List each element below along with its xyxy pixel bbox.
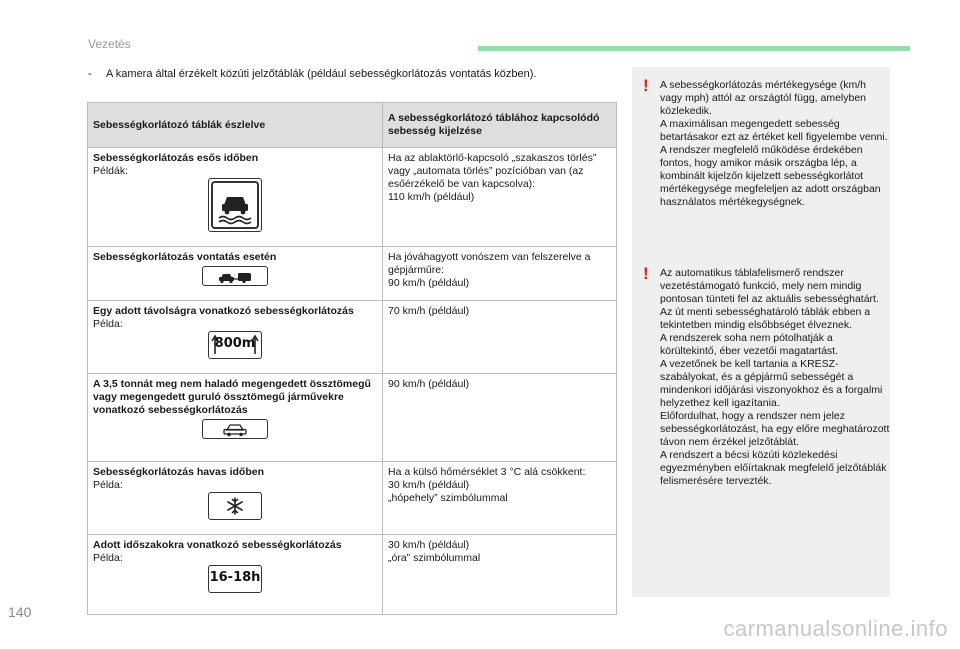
speed-sign-table [87, 102, 617, 615]
row-sub: Példák: [93, 165, 129, 177]
row-title: Sebességkorlátozás vontatás esetén [93, 251, 277, 263]
intro-text [88, 67, 608, 81]
speed-display-cell: Ha a külső hőmérséklet 3 °C alá csökkent: 30 km/h (például) „hópehely” szimbólummal [383, 462, 617, 535]
table-row [88, 301, 617, 374]
page-number: 140 [8, 604, 32, 620]
row-sub: Példa: [93, 318, 123, 330]
warning-icon: ! [643, 264, 649, 283]
warning-icon: ! [643, 76, 649, 95]
row-sub: Példa: [93, 552, 123, 564]
row-sub: Példa: [93, 479, 123, 491]
speed-display-cell: Ha az ablaktörlő-kapcsoló „szakaszos törlés” vagy „automata törlés” pozícióban van (az esőérzékelő be van kapcsolva): 110 km/h (például) [383, 148, 617, 247]
speed-display-cell: 30 km/h (például) „óra” szimbólummal [383, 535, 617, 615]
table-header-display: A sebességkorlátozó táblához kapcsolódó sebesség kijelzése [383, 103, 617, 148]
sign-cell [88, 535, 383, 615]
distance-sign-icon [208, 331, 262, 359]
car-sign-icon [202, 419, 268, 439]
table-row [88, 247, 617, 301]
note-text: Az automatikus táblafelismerő rendszer vezetéstámogató funkció, mely nem mindig pontosan tünteti fel az aktuális sebességhatárt. Az út menti sebességhatároló táblák ebben a tekintetben mindig elsőbbséget élveznek. A rendszerek soha nem pótolhatják a körültekintő, éber vezetői magatartást. A vezetőnek be kell tartania a KRESZ-szabályokat, és a gépjármű sebességét a mindenkori időjárási viszonyokhoz és a forgalmi helyzethez kell igazítania. Előfordulhat, hogy a rendszer nem jelez sebességkorlátozást, ha egy előre meghatározott távon nem érzékel jelzőtáblát. A rendszert a bécsi közúti közlekedési egyezményben előírtaknak megfelelő jelzőtáblák felismerésére tervezték. [660, 267, 890, 487]
table-header-row [88, 103, 617, 148]
note-unit [660, 79, 890, 209]
sign-cell [88, 462, 383, 535]
sign-cell [88, 148, 383, 247]
row-title: Egy adott távolságra vonatkozó sebességkorlátozás [93, 305, 354, 317]
row-title: Sebességkorlátozás esős időben [93, 152, 259, 164]
distance-sign-text: 800m [214, 336, 256, 351]
row-title: Adott időszakokra vonatkozó sebességkorlátozás [93, 539, 342, 551]
snowflake-sign-icon [208, 492, 262, 520]
table-row [88, 148, 617, 247]
row-title: A 3,5 tonnát meg nem haladó megengedett össztömegű vagy megengedett guruló össztömegű járművekre vonatkozó sebességkorlátozás [93, 378, 371, 416]
intro-dash: - [88, 68, 92, 80]
note-text: A sebességkorlátozás mértékegysége (km/h vagy mph) attól az országtól függ, amelyben közlekedik. A maximálisan megengedett sebesség betartásakor ezt az értéket kell figyelembe venni. A rendszer megfelelő működése érdekében fontos, hogy amikor másik országba lép, a kombinált kijelzőn kijelzett sebességkorlátot mértékegysége megfeleljen az adott országban használatos mértékegységnek. [660, 79, 888, 208]
sign-cell [88, 374, 383, 462]
watermark: carmanualsonline.info [723, 616, 948, 641]
car-with-trailer-sign-icon [202, 266, 268, 286]
row-title: Sebességkorlátozás havas időben [93, 466, 264, 478]
sign-cell [88, 301, 383, 374]
sign-cell [88, 247, 383, 301]
time-period-sign-icon [208, 565, 262, 593]
note-system [660, 267, 890, 488]
speed-display-cell: 70 km/h (például) [383, 301, 617, 374]
intro-sentence: A kamera által érzékelt közúti jelzőtáblák (például sebességkorlátozás vontatás közben). [106, 68, 537, 80]
table-header-detected: Sebességkorlátozó táblák észlelve [88, 103, 383, 148]
table-row [88, 462, 617, 535]
section-accent-bar [478, 46, 910, 51]
table-row [88, 374, 617, 462]
section-title: Vezetés [88, 37, 131, 51]
time-period-sign-text: 16-18h [209, 570, 261, 585]
speed-display-cell: 90 km/h (például) [383, 374, 617, 462]
table-row [88, 535, 617, 615]
rain-road-sign-icon [208, 178, 262, 232]
speed-display-cell: Ha jóváhagyott vonószem van felszerelve a gépjárműre: 90 km/h (például) [383, 247, 617, 301]
